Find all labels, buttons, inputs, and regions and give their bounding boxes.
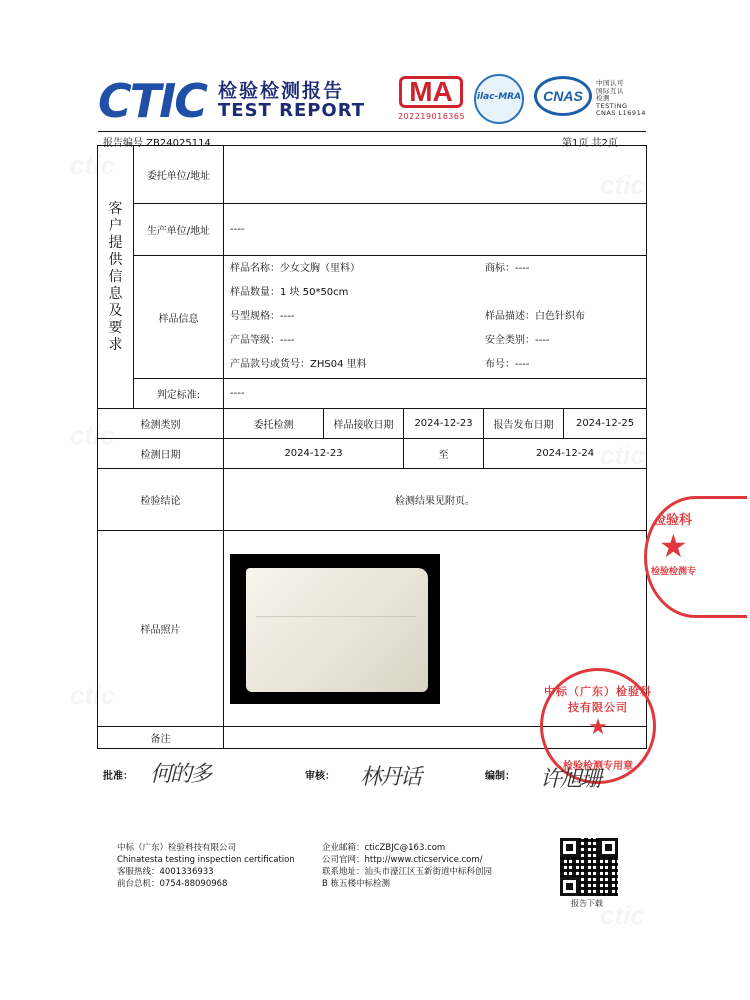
sample-style-no: 产品款号或货号：ZHS04 里料 — [230, 359, 367, 370]
inspection-stamp-partial: 检验科 ★ 检验检测专 — [644, 496, 747, 618]
test-type-value: 委托检测 — [224, 409, 324, 439]
white-knit-fabric-image — [246, 568, 428, 692]
test-date-to-word: 至 — [404, 439, 484, 469]
qr-eye-icon — [560, 877, 579, 896]
page-info: 第1页 共2页 — [562, 138, 618, 149]
seal-star-icon: ★ — [588, 715, 608, 740]
seal-bottom-text: 检验检测专用章 — [563, 761, 633, 772]
company-name-en: Chinatesta testing inspection certification — [117, 855, 295, 865]
sample-cloth-no: 布号：---- — [485, 359, 530, 370]
report-number: 报告编号 ZB24025114 — [103, 138, 211, 149]
remark-label: 备注 — [98, 727, 224, 749]
sample-description: 样品描述：白色针织布 — [485, 311, 585, 322]
sample-info-block — [224, 256, 647, 379]
conclusion-label: 检验结论 — [98, 469, 224, 531]
compile-label: 编制： — [485, 771, 515, 782]
sample-info-label: 样品信息 — [134, 256, 224, 379]
standard-label: 判定标准: — [134, 379, 224, 409]
cnas-accreditation-text: 中国认可 国际互认 检测 TESTING CNAS L16914 — [596, 79, 646, 117]
conclusion-value: 检测结果见附页。 — [224, 469, 647, 531]
cma-number: 202219016365 — [398, 112, 466, 121]
sample-safety: 安全类别：---- — [485, 335, 550, 346]
test-date-to: 2024-12-24 — [484, 439, 647, 469]
client-label: 委托单位/地址 — [134, 146, 224, 204]
receive-date-value: 2024-12-23 — [404, 409, 484, 439]
footer-company-info — [117, 842, 295, 890]
address-line-1: 联系地址：汕头市濠江区玉新街道中标科创园 — [322, 867, 493, 877]
sample-model: 号型规格：---- — [230, 311, 295, 322]
test-date-label: 检测日期 — [98, 439, 224, 469]
review-signature: 林丹话 — [360, 765, 421, 790]
cma-mark: MA — [399, 76, 463, 108]
report-table — [97, 145, 647, 749]
qr-label: 报告下载 — [571, 899, 603, 908]
watermark: ctic — [70, 150, 115, 180]
sample-name: 样品名称：少女文胸（里料） — [230, 263, 360, 274]
sample-grade: 产品等级：---- — [230, 335, 295, 346]
sample-quantity: 样品数量：1 块 50*50cm — [230, 287, 349, 298]
front-desk: 前台总机：0754-88090968 — [117, 879, 228, 889]
ilac-mra-logo: ilac-MRA — [474, 74, 524, 124]
stamp-star-icon: ★ — [659, 527, 688, 565]
qr-eye-icon — [599, 838, 618, 857]
client-section-label: 客户提供信息及要求 — [108, 200, 123, 353]
report-download-qr-code[interactable] — [560, 838, 618, 896]
sample-trademark: 商标：---- — [485, 263, 530, 274]
watermark: ctic — [70, 680, 115, 710]
report-title-cn: 检验检测报告 — [218, 80, 345, 102]
footer-contact-info — [322, 842, 492, 890]
client-value — [224, 146, 647, 204]
cma-logo — [398, 76, 464, 120]
issue-date-label: 报告发布日期 — [484, 409, 564, 439]
approve-signature: 何的多 — [150, 762, 211, 787]
watermark: ctic — [600, 900, 645, 930]
report-title-en: TEST REPORT — [218, 100, 366, 121]
watermark: ctic — [600, 440, 645, 470]
watermark: ctic — [600, 170, 645, 200]
test-type-label: 检测类别 — [98, 409, 224, 439]
client-section-label-cell — [98, 146, 134, 409]
watermark: ctic — [70, 420, 115, 450]
ctic-logo: CTIC — [98, 74, 207, 128]
qr-eye-icon — [560, 838, 579, 857]
receive-date-label: 样品接收日期 — [324, 409, 404, 439]
compile-signature: 许旭珊 — [540, 767, 601, 792]
producer-value: ---- — [224, 204, 647, 256]
website-link[interactable]: 公司官网：http://www.cticservice.com/ — [322, 855, 483, 865]
photo-label: 样品照片 — [98, 531, 224, 727]
issue-date-value: 2024-12-25 — [564, 409, 647, 439]
test-date-from: 2024-12-23 — [224, 439, 404, 469]
approve-label: 批准： — [103, 771, 133, 782]
standard-value: ---- — [224, 379, 647, 409]
address-line-2: B 栋五楼中标检测 — [322, 879, 391, 889]
email: 企业邮箱：cticZBJC@163.com — [322, 843, 446, 853]
company-name-cn: 中标（广东）检验科技有限公司 — [117, 843, 237, 853]
producer-label: 生产单位/地址 — [134, 204, 224, 256]
hotline: 客服热线：4001336933 — [117, 867, 214, 877]
cnas-logo: CNAS — [534, 76, 592, 116]
sample-photo — [230, 554, 440, 704]
header-divider — [98, 131, 646, 132]
review-label: 审核： — [305, 771, 335, 782]
seal-ring-text: 中标（广东）检验科技有限公司 — [544, 685, 652, 714]
